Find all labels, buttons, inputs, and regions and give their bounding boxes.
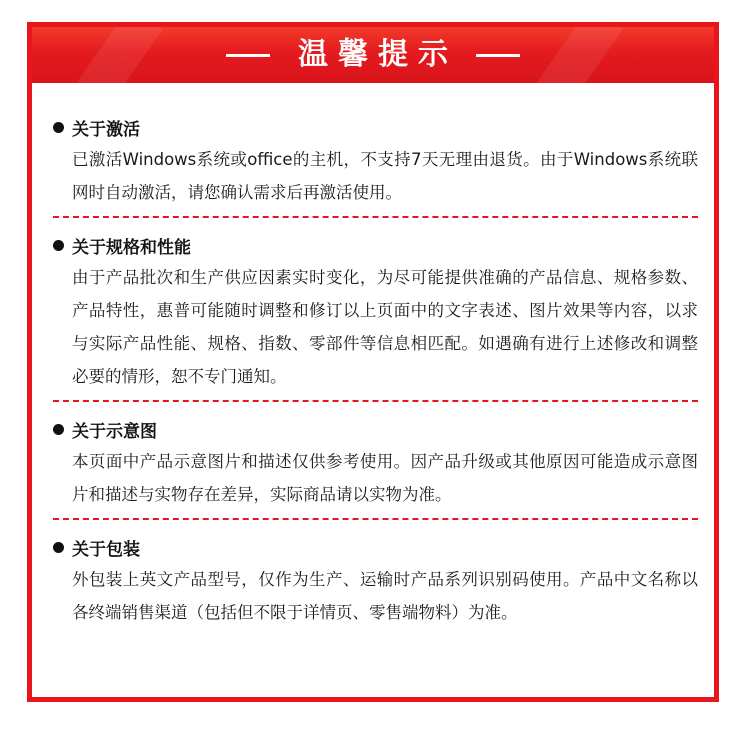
bullet-icon	[53, 122, 64, 133]
section-title: 关于规格和性能	[72, 237, 191, 258]
notice-title: 温馨提示	[298, 37, 458, 72]
section-body: 已激活Windows系统或office的主机，不支持7天无理由退货。由于Windows系统联网时自动激活，请您确认需求后再激活使用。	[72, 150, 698, 202]
dashed-divider	[53, 400, 698, 402]
bullet-icon	[53, 542, 64, 553]
section-packaging	[53, 531, 698, 629]
section-body: 本页面中产品示意图片和描述仅供参考使用。因产品升级或其他原因可能造成示意图片和描述与实物存在差异，实际商品请以实物为准。	[72, 452, 698, 504]
notice-header	[32, 27, 714, 83]
title-left-line	[226, 54, 270, 57]
section-body: 外包装上英文产品型号，仅作为生产、运输时产品系列识别码使用。产品中文名称以各终端销售渠道（包括但不限于详情页、零售端物料）为准。	[72, 570, 698, 622]
section-title: 关于包装	[72, 539, 140, 560]
section-specs	[53, 229, 698, 393]
notice-content	[53, 111, 698, 629]
bullet-icon	[53, 424, 64, 435]
section-activation	[53, 111, 698, 209]
section-title: 关于示意图	[72, 421, 157, 442]
section-illustration	[53, 413, 698, 511]
title-right-line	[476, 54, 520, 57]
dashed-divider	[53, 216, 698, 218]
section-body: 由于产品批次和生产供应因素实时变化，为尽可能提供准确的产品信息、规格参数、产品特性，惠普可能随时调整和修订以上页面中的文字表述、图片效果等内容，以求与实际产品性能、规格、指数、零部件等信息相匹配。如遇确有进行上述修改和调整必要的情形，恕不专门通知。	[72, 268, 698, 386]
notice-frame	[27, 22, 719, 702]
dashed-divider	[53, 518, 698, 520]
section-title: 关于激活	[72, 119, 140, 140]
bullet-icon	[53, 240, 64, 251]
